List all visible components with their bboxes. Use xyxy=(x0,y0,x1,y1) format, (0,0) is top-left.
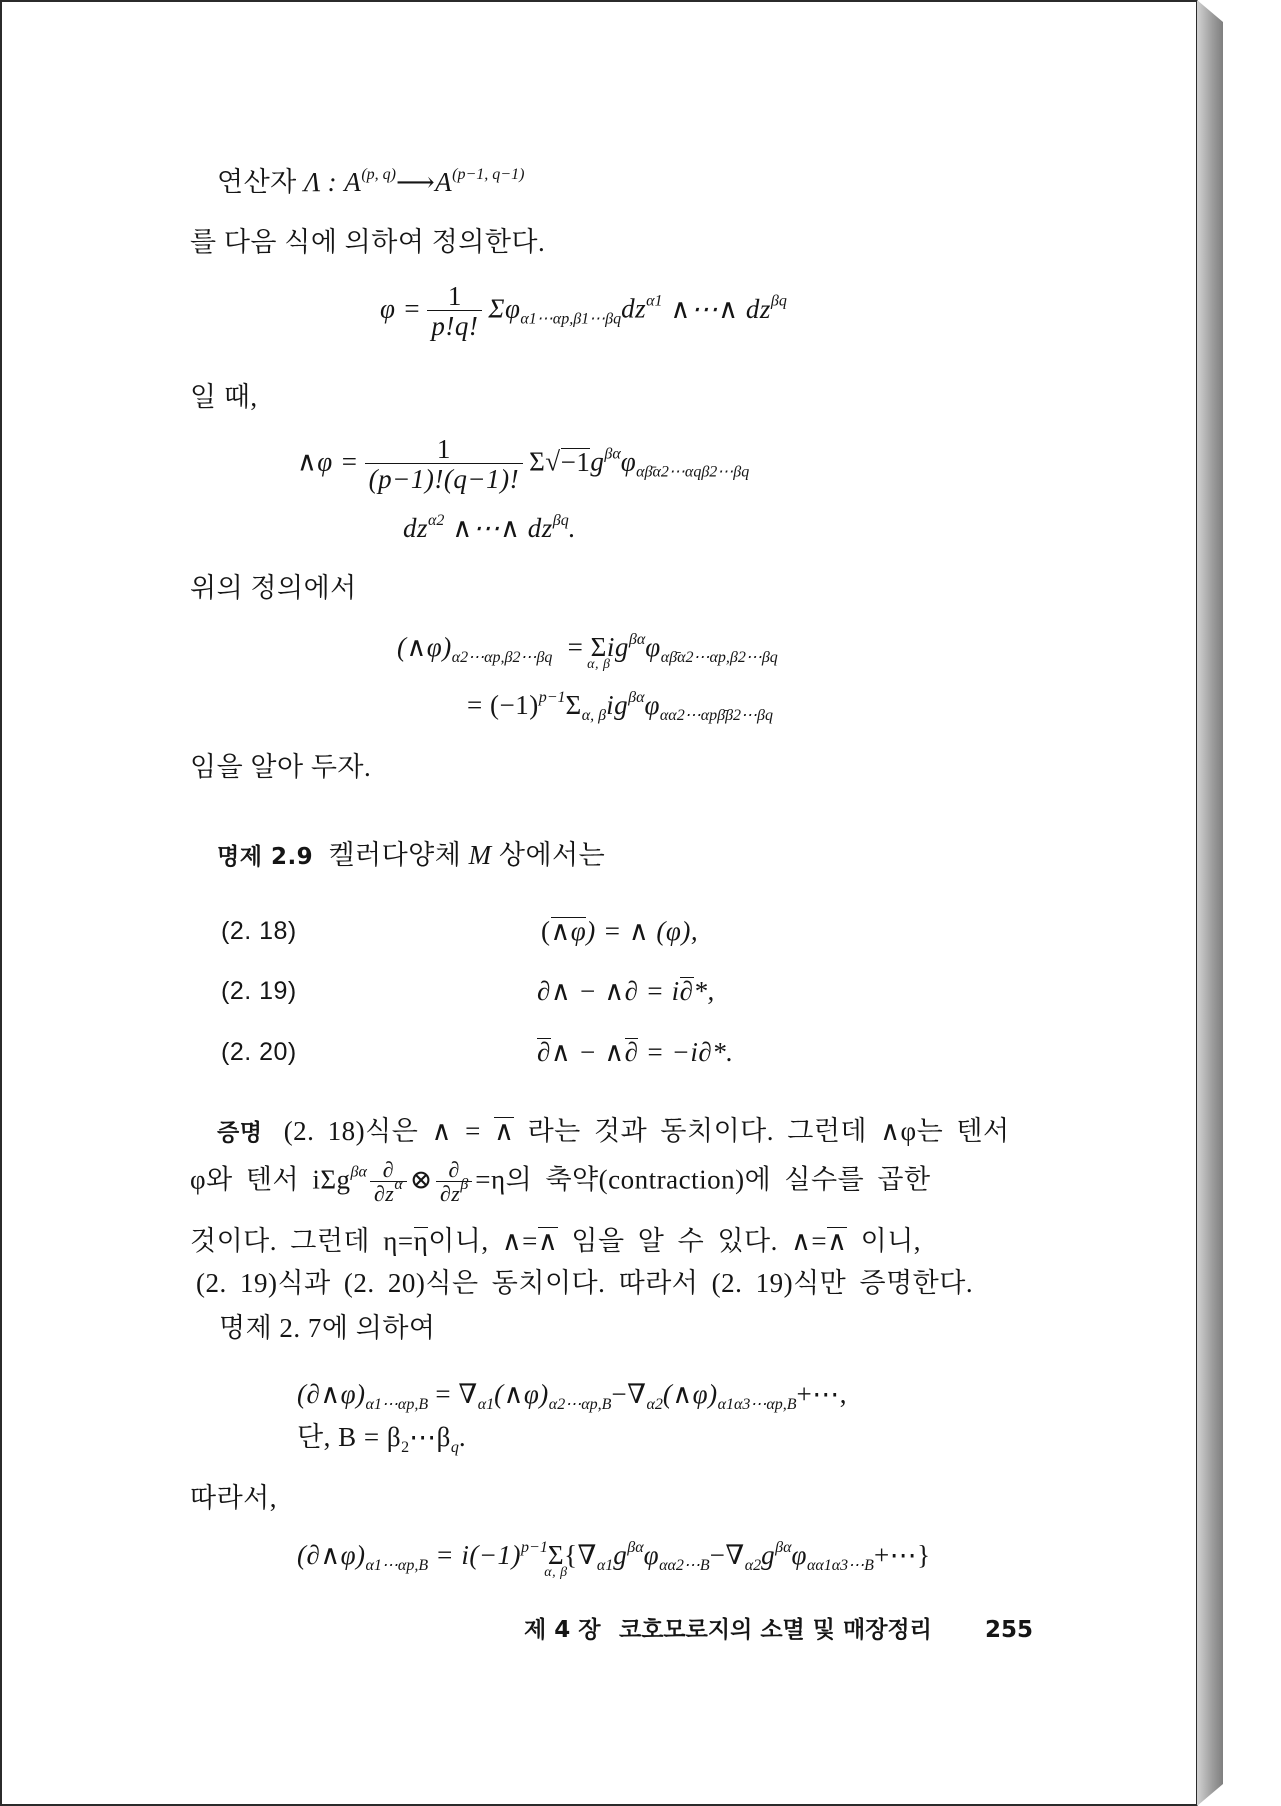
eq-comp-lhs: (∧φ) xyxy=(397,632,452,662)
note-line: 임을 알아 두자. xyxy=(190,752,372,782)
eq-lambda-cont-wedge: ∧⋯∧ dz xyxy=(452,513,553,543)
proof-l3-a: 것이다. 그런데 η= xyxy=(190,1226,414,1256)
eq-e-phi1-subscript: αα2⋯B xyxy=(659,1557,710,1574)
eq-d-term1-subscript: α2⋯αp,B xyxy=(548,1396,612,1413)
proposition-manifold: M xyxy=(468,840,492,870)
eq-lambda-cont-wedge-superscript: βq xyxy=(552,512,569,529)
definition-label: 연산자 xyxy=(217,167,297,197)
eq-lambda-phi-subscript: αβ̄α2⋯αqβ2⋯βq xyxy=(636,463,750,481)
eq-phi-lhs: φ = xyxy=(380,293,422,324)
proof-l2-f2-numerator: ∂ xyxy=(436,1159,472,1182)
proof-l2-f2-den-superscript: β xyxy=(460,1176,469,1193)
eq-comp-sum xyxy=(587,630,611,672)
proof-l2-superscript: βα xyxy=(350,1163,367,1181)
proof-line-3 xyxy=(190,1224,921,1258)
eq-lambda-denominator: (p−1)!(q−1)! xyxy=(368,464,520,494)
eq-phi-fraction xyxy=(427,282,482,341)
eq-comp-ig: ig xyxy=(606,632,629,662)
eq-d-lhs: (∂∧φ) xyxy=(297,1379,366,1409)
intro-line: 를 다음 식에 의하여 정의한다. xyxy=(190,227,546,257)
proof-l2-f1-numerator: ∂ xyxy=(370,1159,407,1182)
proof-l3-overlined-lambda-1: ∧ xyxy=(537,1226,559,1256)
eq-comp2-equals: = (−1) xyxy=(467,690,539,720)
eq-d-term1: (∧φ) xyxy=(494,1379,549,1409)
proof-label: 증명 xyxy=(217,1120,263,1146)
proof-l2-b: =η의 축약(contraction)에 실수를 곱한 xyxy=(475,1164,931,1195)
equation-d-where xyxy=(297,1420,466,1454)
proposition-text-after: 상에서는 xyxy=(498,840,606,870)
proof-l3-b: 이니, ∧= xyxy=(428,1226,538,1256)
f219-lhs: ∂∧ − ∧∂ = i xyxy=(537,976,680,1006)
eq-e-sum xyxy=(544,1538,568,1580)
footer-title: 코호모로지의 소멸 및 매장정리 xyxy=(619,1617,932,1643)
eq-lambda-radicand: −1 xyxy=(560,446,591,477)
eq-phi-wedge-superscript: βq xyxy=(770,292,787,310)
footer-chapter: 제 4 장 xyxy=(524,1617,601,1643)
f220-dbar-2: ∂ xyxy=(624,1037,639,1067)
equation-d xyxy=(297,1377,847,1411)
eq-lambda-numerator: 1 xyxy=(365,435,523,464)
definition-operator: Λ : A xyxy=(304,167,362,197)
eq-e-sum-limits: α, β xyxy=(544,1565,568,1580)
proof-l2-f1-den-text: ∂z xyxy=(373,1181,395,1206)
eq-e-lhs: (∂∧φ) xyxy=(297,1540,366,1570)
eq-phi-dz: dz xyxy=(621,293,647,324)
proof-l1-a: (2. 18)식은 ∧ = xyxy=(283,1116,495,1146)
proof-l3-overlined-eta: η xyxy=(413,1226,429,1256)
proposition-heading xyxy=(217,838,605,874)
f219-dbar: ∂ xyxy=(679,976,694,1006)
proof-line-2 xyxy=(190,1159,931,1206)
proof-l2-f1-den-superscript: α xyxy=(394,1176,403,1193)
eq-e-nabla1-subscript: α1 xyxy=(596,1557,614,1574)
proof-line-4: (2. 19)식과 (2. 20)식은 동치이다. 따라서 (2. 19)식만 증명한다. xyxy=(196,1268,974,1298)
eq-lambda-cont-end: . xyxy=(568,513,576,543)
eq-comp2-ig: ig xyxy=(606,690,629,720)
f218-overlined: ∧φ xyxy=(550,916,587,946)
eq-d-where-sub2: q xyxy=(450,1439,459,1456)
eq-phi-sum: Σφ xyxy=(488,293,521,324)
proof-l3-c: 임을 알 수 있다. ∧= xyxy=(558,1226,828,1256)
formula-2-18 xyxy=(541,914,698,948)
proof-l2-fraction-2 xyxy=(436,1159,472,1206)
eq-phi-subscript: α1⋯αp,β1⋯βq xyxy=(520,310,622,328)
eq-comp-lhs-subscript: α2⋯αp,β2⋯βq xyxy=(451,649,553,666)
equation-phi xyxy=(380,282,787,341)
eq-comp2-g-superscript: βα xyxy=(628,689,645,706)
f220-rest: = −i∂*. xyxy=(638,1037,734,1067)
proof-l3-d: 이니, xyxy=(847,1226,922,1256)
proof-l2-otimes: ⊗ xyxy=(409,1164,433,1195)
eq-comp2-phi-subscript: αα2⋯αpβ̄β2⋯βq xyxy=(659,707,774,724)
eq-e-minus-nabla: −∇ xyxy=(709,1540,745,1570)
proposition-label: 명제 2.9 xyxy=(217,844,314,870)
eq-d-nabla2-subscript: α2 xyxy=(646,1396,663,1413)
eq-phi-dz-superscript: α1 xyxy=(646,292,663,310)
proof-l2-a: φ와 텐서 iΣg xyxy=(190,1164,351,1195)
eq-e-g2: g xyxy=(761,1540,776,1570)
from-definition-line: 위의 정의에서 xyxy=(190,573,357,603)
eq-comp-sum-limits: α, β xyxy=(587,657,611,672)
proof-l1-b: 라는 것과 동치이다. 그런데 ∧φ는 텐서 xyxy=(514,1116,1010,1146)
formula-2-18-tag: (2. 18) xyxy=(221,917,297,945)
codomain-superscript: (p−1, q−1) xyxy=(452,166,525,183)
eq-d-nabla1-subscript: α1 xyxy=(477,1396,495,1413)
eq-e-g1-superscript: βα xyxy=(627,1539,644,1556)
eq-comp2-phi: φ xyxy=(644,690,660,720)
equation-e xyxy=(297,1538,931,1580)
eq-lambda-lhs: ∧φ = xyxy=(297,446,359,477)
proof-line-1 xyxy=(217,1114,1010,1150)
proof-l2-f1-denominator xyxy=(370,1176,407,1206)
eq-lambda-cont-dz-superscript: α2 xyxy=(428,512,445,529)
eq-comp2-sum: Σ xyxy=(565,690,582,720)
definition-line xyxy=(217,165,524,199)
eq-e-equals: = i(−1) xyxy=(428,1540,522,1570)
proof-l3-overlined-lambda-2: ∧ xyxy=(827,1226,848,1256)
f219-rest: *, xyxy=(693,976,715,1006)
eq-phi-wedge: ∧⋯∧ dz xyxy=(670,293,771,324)
eq-d-tail: +⋯, xyxy=(796,1379,848,1409)
eq-lambda-cont-dz: dz xyxy=(403,513,429,543)
eq-e-tail: +⋯} xyxy=(873,1540,931,1570)
formula-2-20 xyxy=(537,1035,733,1069)
proposition-text-before: 켈러다양체 xyxy=(328,840,462,870)
eq-e-lhs-subscript: α1⋯αp,B xyxy=(365,1557,429,1574)
eq-comp-g-superscript: βα xyxy=(628,631,646,648)
equation-component-line2 xyxy=(467,688,773,722)
eq-d-where-b: ⋯β xyxy=(409,1422,451,1452)
formula-2-19-tag: (2. 19) xyxy=(221,977,297,1005)
proof-l2-f2-denominator xyxy=(436,1176,472,1206)
eq-d-lhs-subscript: α1⋯αp,B xyxy=(365,1396,429,1413)
equation-lambda-phi xyxy=(297,435,749,494)
domain-superscript: (p, q) xyxy=(361,166,396,183)
when-line: 일 때, xyxy=(190,382,258,412)
formula-2-20-tag: (2. 20) xyxy=(221,1038,297,1066)
eq-e-sum-symbol: Σ xyxy=(547,1540,565,1570)
eq-comp-phi: φ xyxy=(645,632,661,662)
eq-comp-phi-subscript: αβ̄α2⋯αp,β2⋯βq xyxy=(660,649,778,666)
footer-page-number: 255 xyxy=(985,1617,1034,1643)
eq-e-phi2: φ xyxy=(791,1540,807,1570)
page-edge xyxy=(1197,0,1223,1806)
eq-d-term2: (∧φ) xyxy=(662,1379,718,1409)
eq-e-g2-superscript: βα xyxy=(775,1539,792,1556)
eq-d-term2-subscript: α1α3⋯αp,B xyxy=(717,1396,797,1413)
f220-dbar-1: ∂ xyxy=(537,1037,551,1067)
f220-mid: ∧ − ∧ xyxy=(550,1037,625,1067)
eq-e-open: {∇ xyxy=(564,1540,597,1570)
proof-l2-fraction-1 xyxy=(370,1159,407,1206)
formula-2-19 xyxy=(537,974,715,1008)
eq-d-where-sub1: 2 xyxy=(401,1439,410,1456)
eq-d-where-a: 단, B = β xyxy=(297,1422,402,1452)
eq-comp-sum-symbol: Σ xyxy=(590,632,607,662)
eq-phi-numerator: 1 xyxy=(427,282,482,311)
eq-e-phi2-subscript: αα1α3⋯B xyxy=(806,1557,874,1574)
eq-d-minus-nabla: −∇ xyxy=(611,1379,647,1409)
definition-arrow: ⟶A xyxy=(395,167,453,197)
eq-lambda-sum-root: Σ√ xyxy=(529,446,561,477)
f218-rest: ) = ∧ (φ), xyxy=(586,916,699,946)
eq-comp2-sign-superscript: p−1 xyxy=(538,689,566,706)
eq-d-where-c: . xyxy=(458,1422,467,1452)
eq-lambda-g-superscript: βα xyxy=(604,445,621,463)
eq-comp-equals: = xyxy=(567,632,584,662)
eq-phi-denominator: p!q! xyxy=(431,311,479,341)
eq-e-g1: g xyxy=(613,1540,628,1570)
eq-lambda-fraction xyxy=(365,435,523,494)
eq-comp2-sum-subscript: α, β xyxy=(581,707,607,724)
proof-line-5: 명제 2. 7에 의하여 xyxy=(219,1313,436,1343)
eq-d-equals-nabla: = ∇ xyxy=(428,1379,478,1409)
proof-l1-overlined: ∧ xyxy=(494,1116,515,1146)
f218-open: ( xyxy=(541,916,551,946)
eq-e-nabla2-subscript: α2 xyxy=(744,1557,762,1574)
equation-lambda-continuation xyxy=(403,511,576,545)
equation-component-line1 xyxy=(397,630,778,672)
eq-lambda-phi: φ xyxy=(620,446,637,477)
therefore-line: 따라서, xyxy=(190,1483,277,1513)
proof-l2-f2-den-text: ∂z xyxy=(439,1181,461,1206)
eq-e-phi1: φ xyxy=(643,1540,660,1570)
eq-e-superscript: p−1 xyxy=(521,1539,548,1556)
eq-lambda-g: g xyxy=(590,446,605,477)
